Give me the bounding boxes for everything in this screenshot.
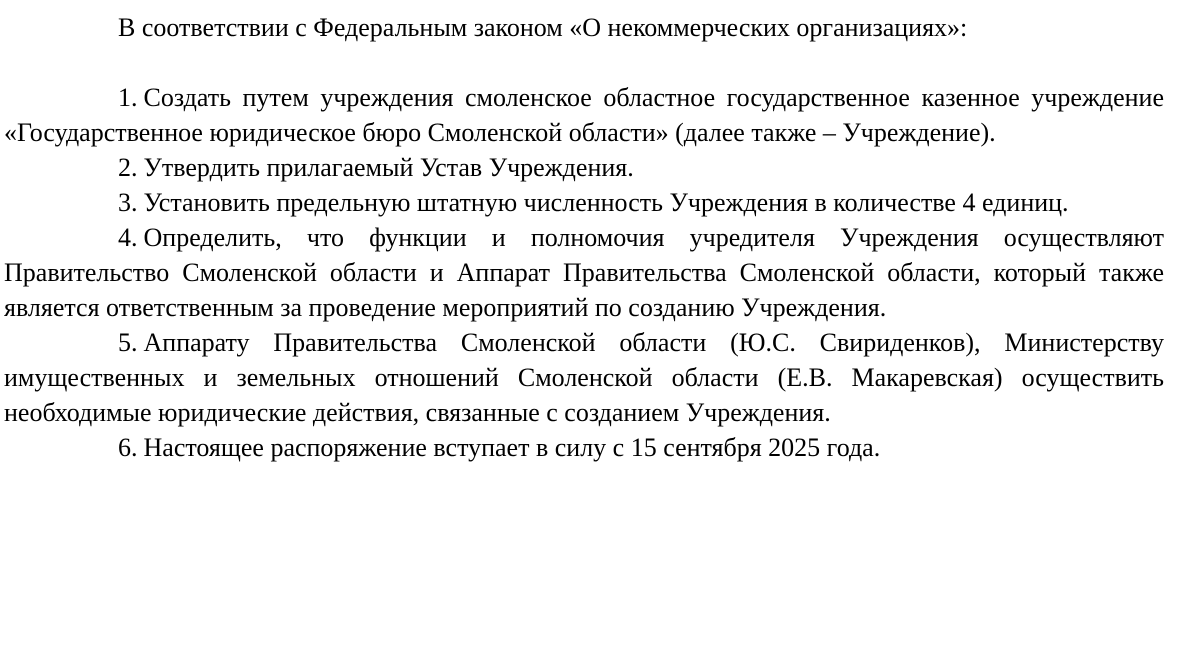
item-text: Установить предельную штатную численность Учреждения в количестве 4 единиц. bbox=[143, 188, 1069, 217]
list-item-1 bbox=[4, 80, 1164, 150]
intro-paragraph: В соответствии с Федеральным законом «О некоммерческих организациях»: bbox=[118, 13, 968, 42]
list-item-2 bbox=[4, 150, 1164, 185]
item-text: Аппарату Правительства Смоленской области (Ю.С. Свириденков), Министерству имущественных и земельных отношений Смоленской области (Е.В. Макаревская) осуществить необходимые юридические действия, связанные с созданием Учреждения. bbox=[4, 328, 1164, 427]
item-text: Создать путем учреждения смоленское областное государственное казенное учреждение «Государственное юридическое бюро Смоленской области» (далее также – Учреждение). bbox=[4, 83, 1164, 147]
item-number: 1. bbox=[118, 83, 138, 112]
item-number: 4. bbox=[118, 223, 138, 252]
item-number: 5. bbox=[118, 328, 138, 357]
item-text: Настоящее распоряжение вступает в силу с 15 сентября 2025 года. bbox=[143, 433, 881, 462]
item-text: Определить, что функции и полномочия учредителя Учреждения осуществляют Правительство Смоленской области и Аппарат Правительства Смоленской области, который также является ответственным за проведение мероприятий по созданию Учреждения. bbox=[4, 223, 1164, 322]
list-item-6 bbox=[4, 430, 1164, 465]
item-text: Утвердить прилагаемый Устав Учреждения. bbox=[143, 153, 634, 182]
list-item-3 bbox=[4, 185, 1164, 220]
list-item-4 bbox=[4, 220, 1164, 325]
item-number: 3. bbox=[118, 188, 138, 217]
item-number: 6. bbox=[118, 433, 138, 462]
item-number: 2. bbox=[118, 153, 138, 182]
list-item-5 bbox=[4, 325, 1164, 430]
